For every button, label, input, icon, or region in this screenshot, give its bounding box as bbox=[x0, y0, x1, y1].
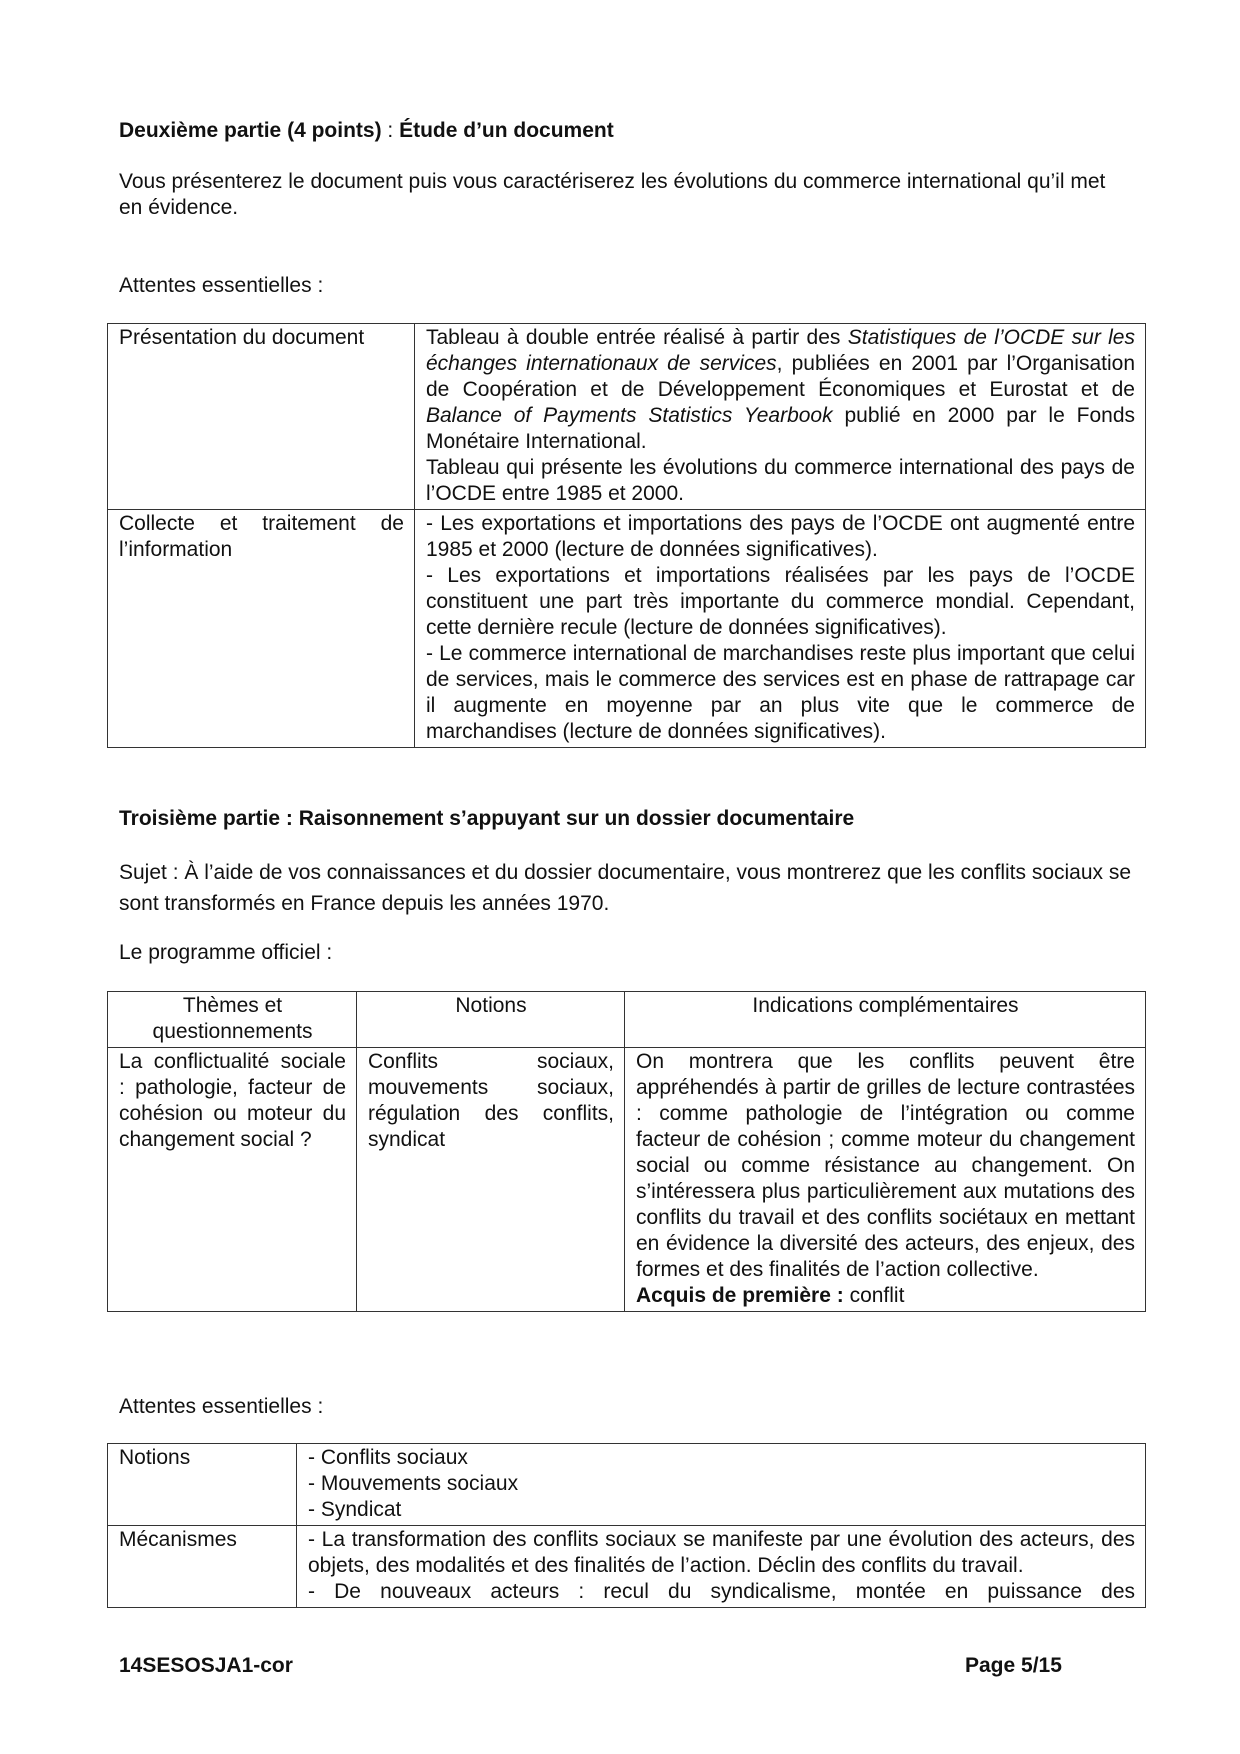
cell-themes: La conflictualité sociale : pathologie, facteur de cohésion ou moteur du changement social ? bbox=[108, 1048, 357, 1312]
table-row bbox=[108, 324, 1146, 510]
acquis-label: Acquis de première : bbox=[636, 1284, 844, 1307]
presentation-text-1: Tableau à double entrée réalisé à partir des bbox=[426, 326, 848, 349]
table-row bbox=[108, 1048, 1146, 1312]
presentation-text-3: publié en 2000 par le Fonds Monétaire International. bbox=[426, 404, 1135, 453]
presentation-source-1: Statistiques de l’OCDE sur les échanges internationaux de services bbox=[426, 326, 1135, 375]
list-item: - Les exportations et importations réalisées par les pays de l’OCDE constituent une part très importante du commerce mondial. Cependant, cette dernière recule (lecture de données significatives). bbox=[426, 564, 1135, 639]
collecte-cell bbox=[415, 510, 1146, 748]
header-themes: Thèmes et questionnements bbox=[108, 992, 357, 1048]
part2-expectations-label: Attentes essentielles : bbox=[119, 274, 324, 297]
acquis-value: conflit bbox=[843, 1284, 905, 1307]
part2-heading-label: Deuxième partie (4 points) bbox=[119, 119, 382, 142]
presentation-label-text: Présentation du document bbox=[119, 326, 365, 349]
row-label-presentation bbox=[108, 324, 415, 510]
header-notions: Notions bbox=[357, 992, 625, 1048]
footer-code: 14SESOSJA1-cor bbox=[119, 1654, 293, 1677]
program-label: Le programme officiel : bbox=[119, 941, 333, 964]
table-row bbox=[108, 1526, 1146, 1608]
mecanismes-cell bbox=[297, 1526, 1146, 1608]
part2-heading-sep: : bbox=[381, 119, 400, 142]
part2-heading bbox=[119, 118, 1129, 144]
indications-text: On montrera que les conflits peuvent être appréhendés à partir de grilles de lecture contrastées : comme pathologie de l’intégration ou comme facteur de cohésion ; comme moteur du changement social ou comme résistance au changement. On s’intéressera plus particulièrement aux mutations des conflits du travail et des conflits sociétaux en mettant en évidence la diversité des acteurs, des enjeux, des formes et des finalités de l’action collective. bbox=[636, 1050, 1135, 1281]
list-item: - Conflits sociaux bbox=[308, 1446, 468, 1469]
table-header-row bbox=[108, 992, 1146, 1048]
notions-cell bbox=[297, 1444, 1146, 1526]
part3-heading: Troisième partie : Raisonnement s’appuyant sur un dossier documentaire bbox=[119, 807, 855, 830]
collecte-label-text: Collecte et traitement de l’information bbox=[119, 512, 404, 561]
header-indications: Indications complémentaires bbox=[625, 992, 1146, 1048]
presentation-text-2: , publiées en 2001 par l’Organisation de Coopération et de Développement Économiques et Eurostat et de bbox=[426, 352, 1135, 401]
list-item: - La transformation des conflits sociaux se manifeste par une évolution des acteurs, des objets, des modalités et des finalités de l’action. Déclin des conflits du travail. bbox=[308, 1528, 1135, 1577]
list-item: - Les exportations et importations des pays de l’OCDE ont augmenté entre 1985 et 2000 (lecture de données significatives). bbox=[426, 512, 1135, 561]
footer-page-number: Page 5/15 bbox=[965, 1654, 1062, 1677]
list-item: - Mouvements sociaux bbox=[308, 1472, 519, 1495]
table-row bbox=[108, 510, 1146, 748]
part3-expectations-label: Attentes essentielles : bbox=[119, 1395, 324, 1418]
list-item: - Le commerce international de marchandises reste plus important que celui de services, mais le commerce des services est en phase de rattrapage car il augmente en moyenne par an plus vite que le commerce de marchandises (lecture de données significatives). bbox=[426, 642, 1135, 743]
part2-instruction: Vous présenterez le document puis vous caractériserez les évolutions du commerce international qu’il met en évidence. bbox=[119, 170, 1106, 219]
part2-heading-title: Étude d’un document bbox=[399, 119, 614, 142]
row-label-mecanismes: Mécanismes bbox=[108, 1526, 297, 1608]
presentation-source-2: Balance of Payments Statistics Yearbook bbox=[426, 404, 833, 427]
cell-indications bbox=[625, 1048, 1146, 1312]
part2-expectations-table bbox=[107, 323, 1146, 748]
list-item: - De nouveaux acteurs : recul du syndicalisme, montée en puissance des bbox=[308, 1580, 1135, 1603]
part3-expectations-table bbox=[107, 1443, 1146, 1608]
table-row bbox=[108, 1444, 1146, 1526]
cell-notions: Conflits sociaux, mouvements sociaux, régulation des conflits, syndicat bbox=[357, 1048, 625, 1312]
row-label-notions: Notions bbox=[108, 1444, 297, 1526]
part3-subject: Sujet : À l’aide de vos connaissances et du dossier documentaire, vous montrerez que les conflits sociaux se sont transformés en France depuis les années 1970. bbox=[119, 861, 1132, 915]
program-table bbox=[107, 991, 1146, 1312]
presentation-text-4: Tableau qui présente les évolutions du commerce international des pays de l’OCDE entre 1985 et 2000. bbox=[426, 456, 1135, 505]
acquis-line bbox=[636, 1283, 1135, 1309]
row-label-collecte bbox=[108, 510, 415, 748]
presentation-cell bbox=[415, 324, 1146, 510]
list-item: - Syndicat bbox=[308, 1498, 402, 1521]
